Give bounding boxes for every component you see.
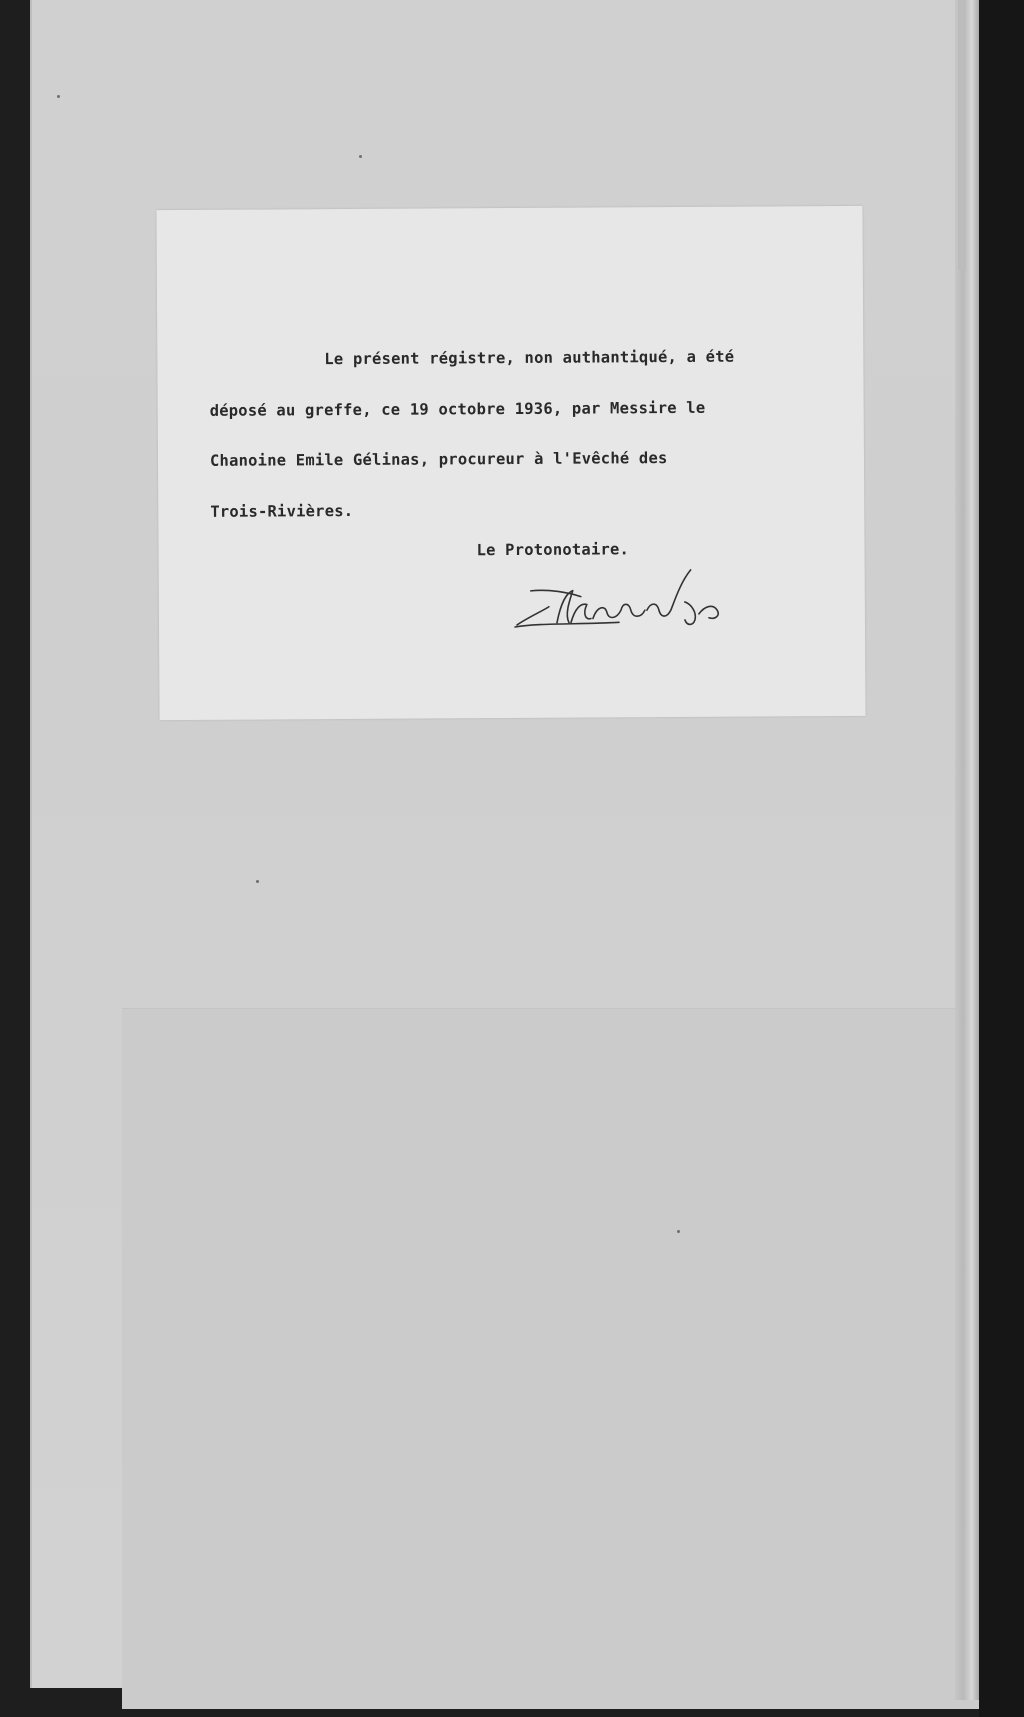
handwritten-signature xyxy=(509,561,760,653)
paper-speck xyxy=(359,155,362,158)
deposit-text-line-2: déposé au greffe, ce 19 octobre 1936, par Messire le xyxy=(209,398,706,420)
deposit-text-line-4: Trois-Rivières. xyxy=(210,501,354,521)
paper-speck xyxy=(256,880,259,883)
deposit-label-card xyxy=(156,206,865,720)
deposit-text-line-1: Le présent régistre, non authantiqué, a été xyxy=(324,347,735,369)
page-lower-panel xyxy=(122,1008,1012,1709)
binding-edge xyxy=(958,0,966,270)
scan-border xyxy=(979,0,1024,1717)
paper-speck xyxy=(57,95,60,98)
paper-speck xyxy=(677,1230,680,1233)
deposit-text-line-3: Chanoine Emile Gélinas, procureur à l'Evêché des xyxy=(209,449,668,470)
protonotaire-closing: Le Protonotaire. xyxy=(476,540,630,560)
